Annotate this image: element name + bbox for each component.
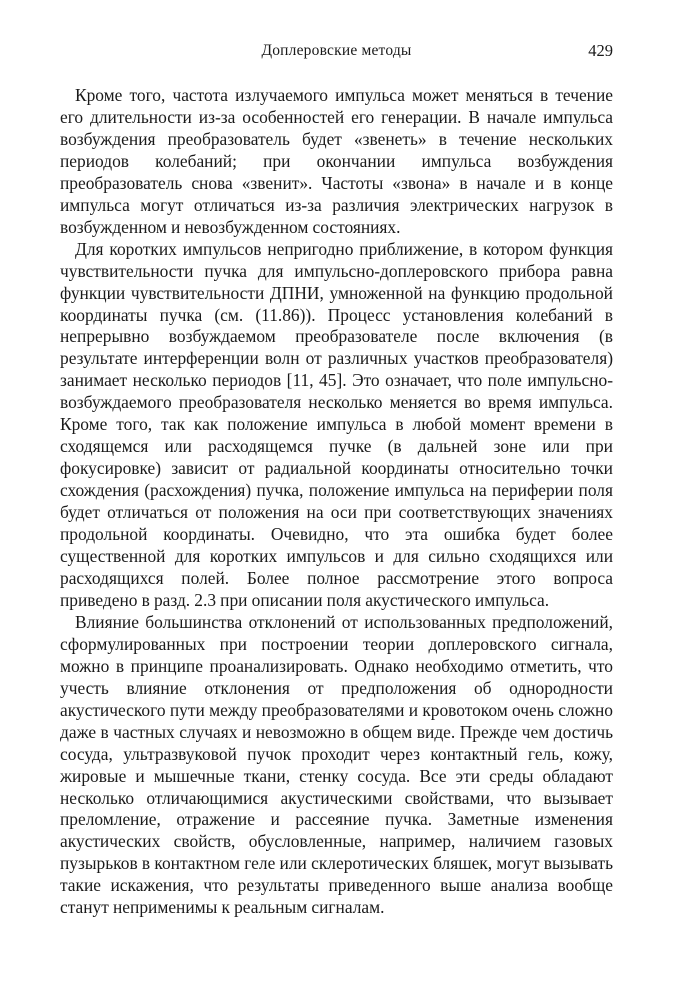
running-title: Доплеровские методы [261, 42, 412, 59]
paragraph-acoustic-path: Влияние большинства отклонений от использованных предположений, сформулированных при построении теории доплеровского сигнала, можно в принципе проанализировать. Однако необходимо отметить, что учесть влияние отклонения от предположения об однородности акустического пути между преобразователями и кровотоком очень сложно даже в частных случаях и невозможно в общем виде. Прежде чем достичь сосуда, ультразвуковой пучок проходит через контактный гель, кожу, жировые и мышечные ткани, стенку сосуда. Все эти среды обладают несколько отличающимися акустическими свойствами, что вызывает преломление, отражение и рассеяние пучка. Заметные изменения акустических свойств, обусловленные, например, наличием газовых пузырьков в контактном геле или склеротических бляшек, могут вызывать такие искажения, что результаты приведенного выше анализа вообще станут неприменимы к реальным сигналам. [60, 611, 613, 918]
running-head [60, 42, 613, 62]
paragraph-transducer-ringing: Кроме того, частота излучаемого импульса может меняться в течение его длительности из-за особенностей его генерации. В начале импульса возбуждения преобразователь будет «звенеть» в течение нескольких периодов колебаний; при окончании импульса возбуждения преобразователь снова «звенит». Частоты «звона» в начале и в конце импульса могут отличаться из-за различия электрических нагрузок в возбужденном и невозбужденном состояниях. [60, 85, 613, 237]
page-number: 429 [588, 41, 613, 60]
paragraph-short-pulses: Для коротких импульсов непригодно приближение, в котором функция чувствительности пучка для импульсно-доплеровского прибора равна функции чувствительности ДПНИ, умноженной на функцию продольной координаты пучка (см. (11.86)). Процесс установления колебаний в непрерывно возбуждаемом преобразователе после включения (в результате интерференции волн от различных участков преобразователя) занимает несколько периодов [11, 45]. Это означает, что поле импульсно-возбуждаемого преобразователя несколько меняется во время импульса. Кроме того, так как положение импульса в любой момент времени в сходящемся или расходящемся пучке (в дальней зоне или при фокусировке) зависит от радиальной координаты относительно точки схождения (расхождения) пучка, положение импульса на периферии поля будет отличаться от положения на оси при соответствующих значениях продольной координаты. Очевидно, что эта ошибка будет более существенной для коротких импульсов и для сильно сходящихся или расходящихся полей. Более полное рассмотрение этого вопроса приведено в разд. 2.3 при описании поля акустического импульса. [60, 238, 613, 610]
body-text [60, 85, 613, 919]
